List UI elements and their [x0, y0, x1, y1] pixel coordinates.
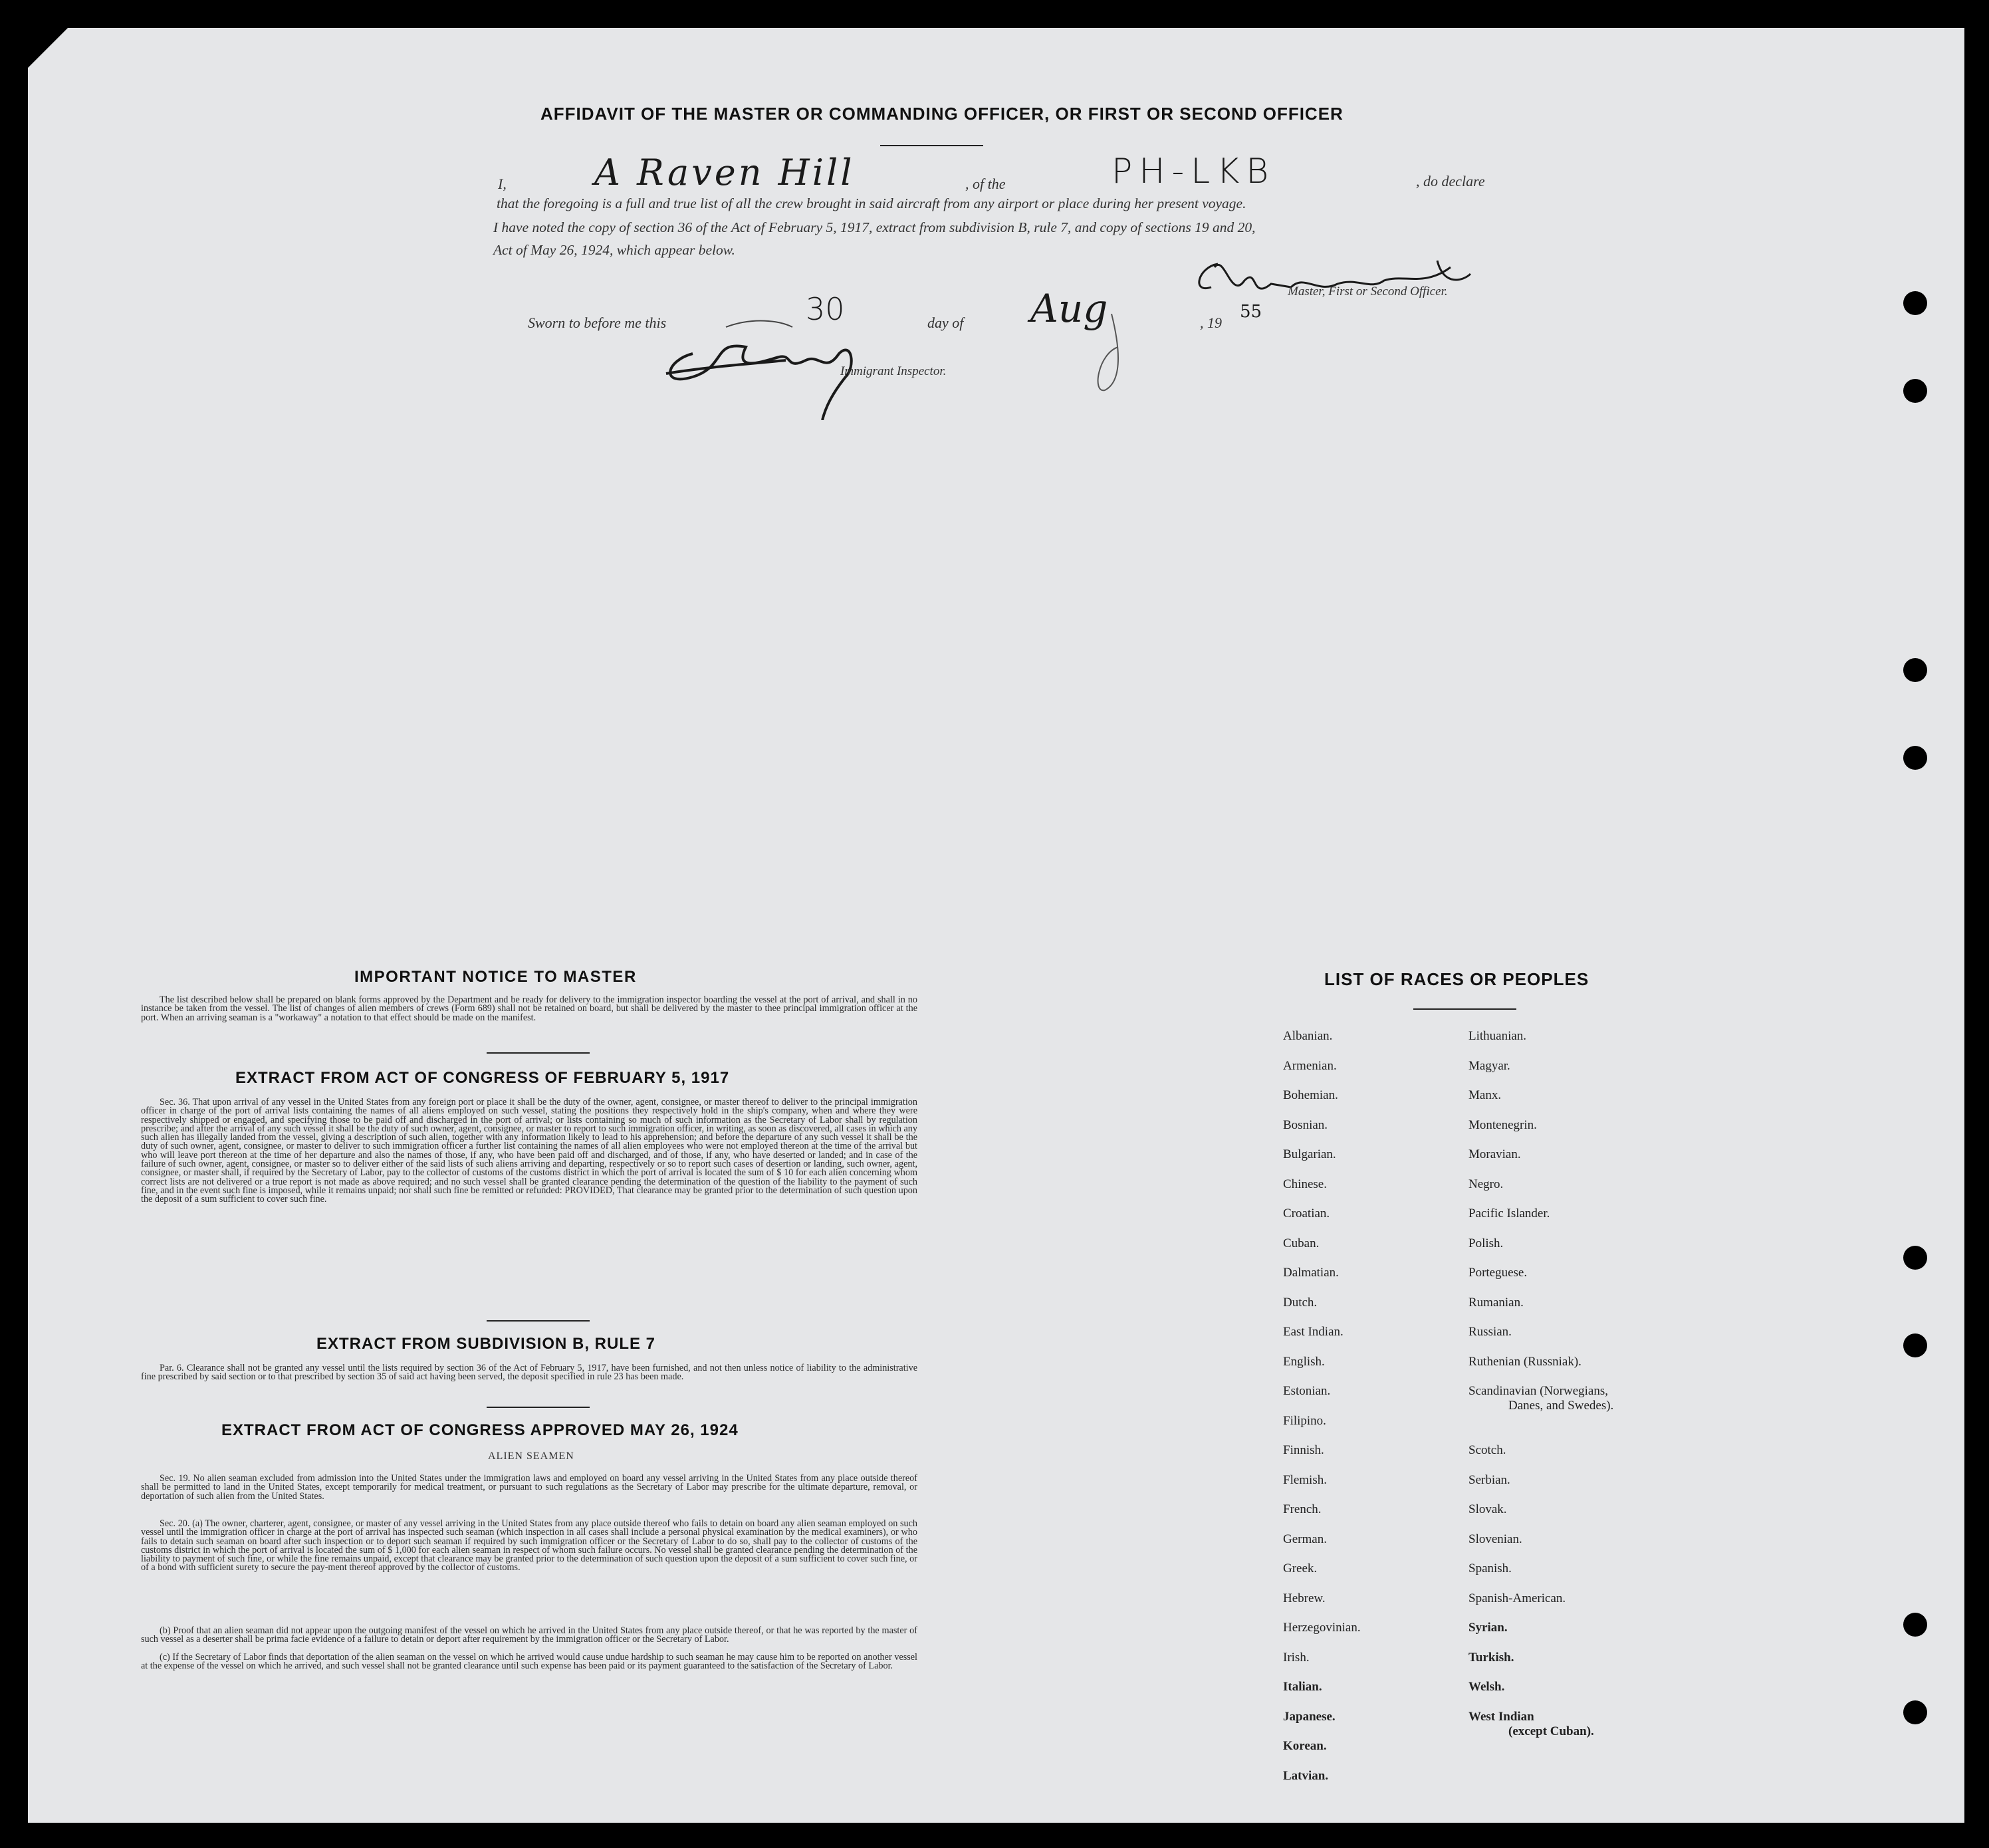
races-rule	[1413, 1008, 1516, 1010]
race-item: East Indian.	[1283, 1325, 1344, 1339]
folded-corner	[28, 28, 68, 68]
race-item: Dalmatian.	[1283, 1266, 1339, 1280]
race-item: Armenian.	[1283, 1058, 1337, 1073]
race-item: Russian.	[1468, 1325, 1512, 1339]
race-item: Serbian.	[1468, 1472, 1510, 1487]
declare-label: , do declare	[1416, 173, 1485, 189]
race-item: Polish.	[1468, 1236, 1504, 1250]
race-item: Spanish-American.	[1468, 1591, 1566, 1605]
race-item: Irish.	[1283, 1650, 1310, 1665]
extract-1924-sec20a: Sec. 20. (a) The owner, charterer, agent, consignee, or master of any vessel arriving in the United States from any place outside thereof who fails to detain on board any alien seaman employed on such vessel until the immigration officer in charge at the port of arrival has inspected such seaman (which inspection in all cases shall include a personal physical examination by the medical examiners), or who fails to detain such seaman on board after such inspection or to deport such seaman if required by such immigration officer or the Secretary of Labor to do so, shall pay to the collector of customs of the customs district in which the port of arrival is located the sum of $ 1,000 for each alien seaman in respect of whom such failure occurs. No vessel shall be granted clearance pending the determination of the liability to payment of such fine, or while the fine remains unpaid, except that clearance may be granted prior to the determination of such question upon the deposit of a sum sufficient to cover such fine, or of a bond with sufficient surety to secure the pay-ment thereof approved by the collector of customs.	[141, 1518, 917, 1573]
race-item: Albanian.	[1283, 1029, 1333, 1043]
day-of-label: day of	[927, 314, 964, 331]
notice-title: IMPORTANT NOTICE TO MASTER	[354, 968, 637, 986]
punch-hole	[1903, 291, 1927, 315]
punch-hole	[1903, 1700, 1927, 1724]
rule7-title: EXTRACT FROM SUBDIVISION B, RULE 7	[316, 1335, 656, 1353]
affidavit-line-3: Act of May 26, 1924, which appear below.	[493, 242, 735, 258]
race-item: Croatian.	[1283, 1207, 1330, 1220]
race-item: French.	[1283, 1502, 1322, 1516]
year-prefix: , 19	[1200, 314, 1222, 331]
race-item: Scotch.	[1468, 1443, 1506, 1457]
race-item: Spanish.	[1468, 1561, 1512, 1575]
extract-1924-sec20c: (c) If the Secretary of Labor finds that deportation of the alien seaman on the vessel on which he arrived would cause undue hardship to such seaman he may cause him to be reported on another vessel at the expense of the vessel on which he arrived, and such vessel shall not be granted clearance until such expense has been paid or its payment guaranteed to the satisfaction of the Secretary of Labor.	[141, 1652, 917, 1672]
race-item: Latvian.	[1283, 1768, 1329, 1783]
of-the-label: , of the	[965, 175, 1006, 192]
affidavit-title: AFFIDAVIT OF THE MASTER OR COMMANDING OFFICER, OR FIRST OR SECOND OFFICER	[540, 104, 1344, 124]
race-item: Bulgarian.	[1283, 1147, 1336, 1161]
sworn-month: Aug	[1030, 286, 1108, 331]
title-rule	[880, 145, 983, 146]
race-item: Scandinavian (Norwegians,	[1468, 1384, 1608, 1398]
extract-1924-sec19: Sec. 19. No alien seaman excluded from admission into the United States under the immigration laws and employed on board any vessel arriving in the United States from any place outside thereof shall be permitted to land in the United States, except temporarily for medical treatment, or pursuant to such regulations as the Secretary of Labor may prescribe for the ultimate departure, removal, or deportation of such alien from the United States.	[141, 1473, 917, 1502]
punch-hole	[1903, 379, 1927, 403]
race-item: Lithuanian.	[1468, 1029, 1527, 1043]
race-item: Flemish.	[1283, 1472, 1327, 1487]
race-item: Bosnian.	[1283, 1117, 1328, 1132]
punch-hole	[1903, 1246, 1927, 1270]
punch-hole	[1903, 658, 1927, 682]
alien-seamen-subtitle: ALIEN SEAMEN	[488, 1450, 574, 1462]
race-item: West Indian	[1468, 1709, 1534, 1724]
race-item: Dutch.	[1283, 1295, 1318, 1310]
race-item: Magyar.	[1468, 1058, 1510, 1073]
rule7-body: Par. 6. Clearance shall not be granted any vessel until the lists required by section 36 of the Act of February 5, 1917, have been furnished, and not then unless notice of liability to the administrative fine prescribed by said section or to that prescribed by section 35 of said act having been served, the deposit specified in rule 23 has been made.	[141, 1363, 917, 1383]
race-item: Ruthenian (Russniak).	[1468, 1354, 1581, 1369]
affidavit-line-2: I have noted the copy of section 36 of the Act of February 5, 1917, extract from subdivision B, rule 7, and copy of sections 19 and 20,	[493, 219, 1256, 235]
punch-hole	[1903, 1333, 1927, 1357]
race-item: Turkish.	[1468, 1650, 1514, 1665]
master-signature	[1185, 247, 1477, 320]
inspector-label: Immigrant Inspector.	[840, 364, 947, 378]
races-title: LIST OF RACES OR PEOPLES	[1324, 969, 1589, 989]
race-item: Negro.	[1468, 1177, 1504, 1191]
race-item: Rumanian.	[1468, 1295, 1524, 1310]
race-item: (except Cuban).	[1508, 1724, 1594, 1738]
race-item: Chinese.	[1283, 1177, 1327, 1191]
race-item: Filipino.	[1283, 1413, 1326, 1428]
race-item: Korean.	[1283, 1739, 1327, 1753]
race-item: Moravian.	[1468, 1147, 1521, 1161]
punch-hole	[1903, 746, 1927, 770]
sworn-year: 55	[1240, 302, 1262, 322]
race-item: Slovenian.	[1468, 1532, 1522, 1546]
officer-name-signature: A Raven Hill	[594, 152, 855, 193]
race-item: Danes, and Swedes).	[1508, 1399, 1614, 1413]
rule7-rule	[487, 1407, 590, 1408]
extract-1917-body: Sec. 36. That upon arrival of any vessel in the United States from any foreign port or place it shall be the duty of the owner, agent, consignee, or master thereof to deliver to the principal immigration officer in charge of the port of arrival lists containing the names of all aliens employed on such vessel, stating the positions they respectively hold in the ship's company, when and where they were respectively shipped or engaged, and specifying those to be paid off and discharged in the port of arrival; or lists containing so much of such information as the Secretary of Labor shall by regulation prescribe; and after the arrival of any such vessel it shall be the duty of such owner, agent, consignee, or master to report to such immigration officer, in writing, as soon as discovered, all cases in which any such alien has illegally landed from the vessel, giving a description of such alien, together with any information likely to lead to his apprehension; and before the departure of any such vessel it shall be the duty of such owner, agent, consignee, or master to deliver to such immigration officer a further list containing the names of all alien employees who were not employed thereon at the time of the arrival but who will leave port thereon at the time of her departure and also the names of those, if any, who have been paid off and discharged, and of those, if any, who have deserted or landed; and in case of the failure of such owner, agent, consignee, or master so to deliver either of the said lists of such aliens arriving and departing, respectively or so to report such cases of desertion or landing, such owner, agent, consignee, or master shall, if required by the Secretary of Labor, pay to the collector of customs of the customs district in which the port of arrival is located the sum of $ 10 for each alien concerning whom correct lists are not delivered or a true report is not made as above required; and no such vessel shall be granted clearance pending the determination of the question of the liability to the payment of such fine, and in the event such fine is imposed, while it remains unpaid; nor shall such fine be remitted or refunded: PROVIDED, That clearance may be granted prior to the determination of such question upon the deposit of a sum sufficient to cover such fine.	[141, 1097, 917, 1205]
extract-1917-rule	[487, 1320, 590, 1322]
race-item: Montenegrin.	[1468, 1117, 1537, 1132]
race-item: English.	[1283, 1354, 1325, 1369]
month-underloop	[1092, 314, 1131, 400]
punch-hole	[1903, 1613, 1927, 1637]
extract-1917-title: EXTRACT FROM ACT OF CONGRESS OF FEBRUARY 5, 1917	[235, 1069, 730, 1087]
race-item: Japanese.	[1283, 1709, 1336, 1724]
sworn-day: 30	[806, 291, 845, 327]
race-item: Italian.	[1283, 1680, 1322, 1694]
extract-1924-title: EXTRACT FROM ACT OF CONGRESS APPROVED MAY 26, 1924	[221, 1421, 739, 1439]
race-item: Slovak.	[1468, 1502, 1507, 1516]
sworn-label: Sworn to before me this	[528, 314, 667, 331]
race-item: Herzegovinian.	[1283, 1621, 1361, 1635]
race-item: German.	[1283, 1532, 1327, 1546]
race-item: Cuban.	[1283, 1236, 1320, 1250]
notice-rule	[487, 1052, 590, 1054]
race-item: Bohemian.	[1283, 1088, 1338, 1102]
inspector-signature	[653, 314, 872, 420]
master-label: Master, First or Second Officer.	[1288, 285, 1448, 298]
i-label: I,	[498, 175, 507, 192]
aircraft-registration: PH-LKB	[1112, 152, 1276, 191]
race-item: Welsh.	[1468, 1680, 1505, 1694]
notice-body: The list described below shall be prepared on blank forms approved by the Department and be ready for delivery to the immigration inspector boarding the vessel at the port of arrival, and shall in no instance be taken from the vessel. The list of changes of alien members of crews (Form 689) shall not be retained on board, but shall be delivered by the master to thee principal immigration officer at the port. When an arriving seaman is a "workaway" a notation to that effect should be made on the manifest.	[141, 994, 917, 1023]
race-item: Finnish.	[1283, 1443, 1324, 1457]
affidavit-line-1: that the foregoing is a full and true list of all the crew brought in said aircraft from any airport or place during her present voyage.	[497, 195, 1246, 211]
race-item: Syrian.	[1468, 1621, 1508, 1635]
extract-1924-sec20b: (b) Proof that an alien seaman did not appear upon the outgoing manifest of the vessel on which he arrived in the United States from any place outside thereof, or that he was reported by the master of such vessel as a deserter shall be prima facie evidence of a failure to detain or deport after requirement by the immigration officer or the Secretary of Labor.	[141, 1625, 917, 1645]
race-item: Estonian.	[1283, 1384, 1331, 1398]
race-item: Hebrew.	[1283, 1591, 1326, 1605]
document-sheet	[28, 28, 1964, 1823]
race-item: Manx.	[1468, 1088, 1502, 1102]
race-item: Greek.	[1283, 1561, 1318, 1575]
race-item: Porteguese.	[1468, 1266, 1528, 1280]
race-item: Pacific Islander.	[1468, 1207, 1550, 1220]
